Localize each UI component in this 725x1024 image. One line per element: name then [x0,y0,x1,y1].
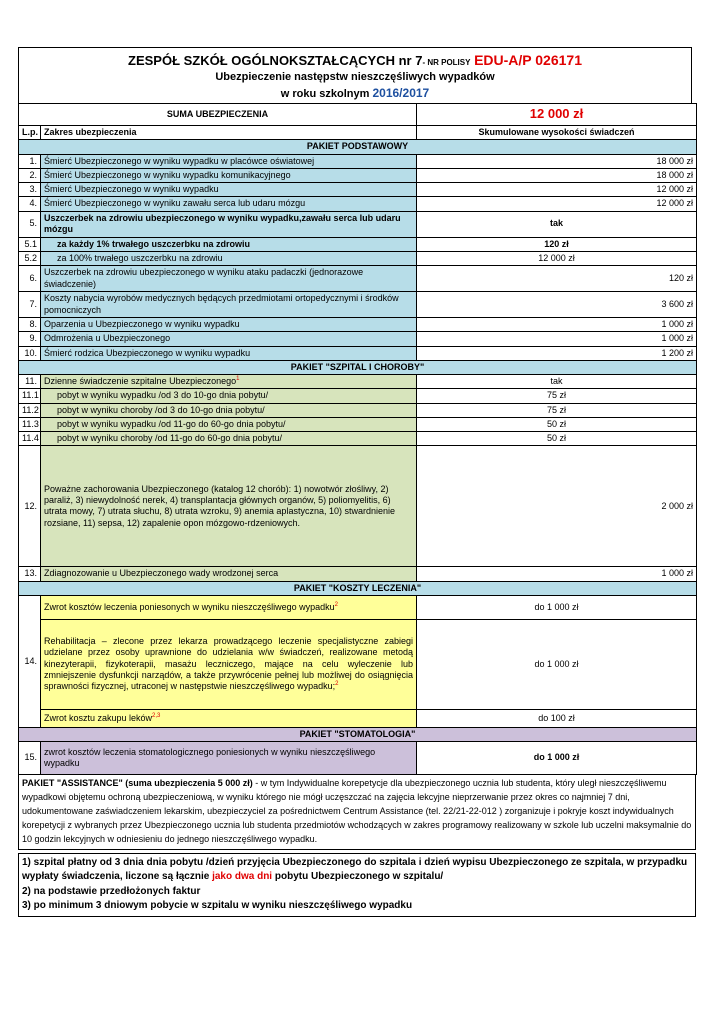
row-lp: 11. [19,375,41,389]
school-name: ZESPÓŁ SZKÓŁ OGÓLNOKSZTAŁCĄCYCH nr 7 [128,53,423,68]
footnotes [18,853,696,917]
document-header [18,47,692,103]
section-dental-label: PAKIET "STOMATOLOGIA" [19,727,697,741]
row-text: Koszty nabycia wyrobów medycznych będących przedmiotami ortopedycznymi i środków pomocniczych [41,292,417,318]
row-amount: 12 000 zł [417,197,697,211]
row-text-value: Rehabilitacja – zlecone przez lekarza prowadzącego leczenie specjalistyczne zabiegi udzielane przez osoby uprawnione do udzielania w/w świadczeń, realizowane metodą kinezyterapii, fizykoterapii, masażu leczniczego, mające na celu wyleczenie lub zmniejszenie dysfunkcji narządów, a także przywrócenie pełnej lub możliwej do osiągnięcia sprawności fizycznej, utraconej w następstwie nieszczęśliwego wypadku; [44,636,414,692]
section-hospital-label: PAKIET "SZPITAL I CHOROBY" [19,360,697,374]
row-amount: tak [417,375,697,389]
row-lp: 8. [19,318,41,332]
table-row [19,183,697,197]
row-text: pobyt w wyniku choroby /od 11-go do 60-go dnia pobytu/ [41,432,417,446]
row-amount: 120 zł [417,237,697,251]
coverage-table [18,103,697,775]
row-text: Oparzenia u Ubezpieczonego w wyniku wypadku [41,318,417,332]
table-row [19,292,697,318]
table-row [19,251,697,265]
row-lp: 1. [19,154,41,168]
subtitle: Ubezpieczenie następstw nieszczęśliwych wypadków [215,71,495,83]
table-row [19,595,697,619]
row-lp: 7. [19,292,41,318]
row-text: Śmierć Ubezpieczonego w wyniku wypadku [41,183,417,197]
row-lp: 12. [19,446,41,567]
section-costs [19,581,697,595]
row-text: pobyt w wyniku wypadku /od 11-go do 60-go dnia pobytu/ [41,417,417,431]
footnote-mark: 2 [334,601,338,608]
footnote-3: 3) po minimum 3 dniowym pobycie w szpitalu w wyniku nieszczęśliwego wypadku [22,900,413,912]
row-text-value: Zwrot kosztów leczenia poniesonych w wyniku nieszczęśliwego wypadku [44,601,335,612]
table-row [19,709,697,727]
sum-label: SUMA UBEZPIECZENIA [19,104,417,126]
row-lp: 15. [19,742,41,775]
table-row [19,432,697,446]
row-amount: do 1 000 zł [417,742,697,775]
row-text: za każdy 1% trwałego uszczerbku na zdrowiu [41,237,417,251]
row-amount: 18 000 zł [417,168,697,182]
row-lp: 11.1 [19,389,41,403]
footnote-2: 2) na podstawie przedłożonych faktur [22,885,201,897]
col-scope: Zakres ubezpieczenia [41,126,417,140]
row-text: Śmierć Ubezpieczonego w wyniku zawału serca lub udaru mózgu [41,197,417,211]
row-amount: 1 000 zł [417,567,697,581]
table-row [19,567,697,581]
school-year-line [19,86,691,100]
footnote-mark: 1 [236,376,240,382]
footnote-1-highlight: jako dwa dni [212,871,273,883]
policy-number: EDU-A/P 026171 [474,52,582,68]
row-text: Odmrożenia u Ubezpieczonego [41,332,417,346]
row-amount: 12 000 zł [417,183,697,197]
school-year-prefix: w roku szkolnym [280,88,370,100]
row-text [41,709,417,727]
table-row [19,237,697,251]
school-year: 2016/2017 [372,86,430,100]
row-amount: 1 000 zł [417,332,697,346]
row-text [41,619,417,709]
table-row [19,619,697,709]
section-basic [19,140,697,154]
row-amount: 75 zł [417,389,697,403]
footnote-1 [22,856,692,885]
row-amount: do 1 000 zł [417,595,697,619]
row-text-value: Dzienne świadczenie szpitalne Ubezpieczonego [44,376,237,386]
row-amount: 2 000 zł [417,446,697,567]
sum-value: 12 000 zł [417,104,697,126]
row-amount: 50 zł [417,417,697,431]
row-text: Zdiagnozowanie u Ubezpieczonego wady wrodzonej serca [41,567,417,581]
footnote-1-end: pobytu Ubezpieczonego w szpitalu/ [272,871,444,883]
row-lp: 11.4 [19,432,41,446]
table-row [19,318,697,332]
assistance-text: - w tym Indywidualne korepetycje dla ubezpieczonego ucznia lub studenta, który uległ nieszczęśliwemu wypadkowi objętemu ochroną ubezpieczeniową, w wyniku którego nie mógł uczęszczać na zajęcia lekcyjne nieprzerwanie przez okres co najmniej 7 dni, udokumentowane zaświadczeniem lekarskim, ubezpieczyciel za pośrednictwem Centrum Assistance (tel. 22/21-22-012 ) zorganizuje i pokryje koszt indywidualnych korepetycji z wybranych przez Ubezpieczonego ucznia lub studenta przedmiotów wchodzących w zakres programowy realizowany w szkole lub uczelni maksymalnie do 10 godzin lekcyjnych w odniesieniu do jednego nieszczęśliwego wypadku. [22,778,692,844]
assistance-package [18,775,696,850]
row-text: Śmierć Ubezpieczonego w wyniku wypadku w placówce oświatowej [41,154,417,168]
column-header-row [19,126,697,140]
row-lp: 9. [19,332,41,346]
row-amount: tak [417,211,697,237]
row-text: Poważne zachorowania Ubezpieczonego (katalog 12 chorób): 1) nowotwór złośliwy, 2) paraliż, 3) niewydolność nerek, 4) transplantacja głównych organów, 5) poliomyelitis, 6) utrata mowy, 7) utrata słuchu, 8) utrata wzroku, 9) anemia aplastyczna, 10) stwardnienie rozsiane, 11) sepsa, 12) zapalenie opon mózgowo-rdzeniowych. [41,446,417,567]
col-lp: L.p. [19,126,41,140]
row-text: za 100% trwałego uszczerbku na zdrowiu [41,251,417,265]
policy-label: - NR POLISY [422,58,471,67]
row-text [41,375,417,389]
row-lp: 4. [19,197,41,211]
row-amount: 1 200 zł [417,346,697,360]
row-amount: 120 zł [417,266,697,292]
row-amount: 1 000 zł [417,318,697,332]
row-text: Uszczerbek na zdrowiu ubezpieczonego w wyniku wypadku,zawału serca lub udaru mózgu [41,211,417,237]
table-row [19,346,697,360]
section-costs-label: PAKIET "KOSZTY LECZENIA" [19,581,697,595]
table-row [19,211,697,237]
col-amount: Skumulowane wysokości świadczeń [417,126,697,140]
row-text: Uszczerbek na zdrowiu ubezpieczonego w wyniku ataku padaczki (jednorazowe świadczenie) [41,266,417,292]
footnote-mark: 2 [335,681,339,688]
row-amount: 18 000 zł [417,154,697,168]
row-text [41,595,417,619]
row-lp: 11.3 [19,417,41,431]
section-hospital [19,360,697,374]
section-dental [19,727,697,741]
row-lp: 2. [19,168,41,182]
table-row [19,266,697,292]
table-row [19,742,697,775]
title-line [19,52,691,68]
row-amount: do 1 000 zł [417,619,697,709]
row-text: Śmierć Ubezpieczonego w wyniku wypadku komunikacyjnego [41,168,417,182]
insurance-document [18,47,696,917]
row-lp: 13. [19,567,41,581]
row-lp: 5.1 [19,237,41,251]
row-lp: 5. [19,211,41,237]
row-amount: do 100 zł [417,709,697,727]
assistance-title: PAKIET "ASSISTANCE" (suma ubezpieczenia 5 000 zł) [22,778,253,788]
table-row [19,332,697,346]
row-lp: 11.2 [19,403,41,417]
row-lp: 3. [19,183,41,197]
row-lp: 6. [19,266,41,292]
table-row [19,389,697,403]
row-text: Śmierć rodzica Ubezpieczonego w wyniku wypadku [41,346,417,360]
row-text-value: Zwrot kosztu zakupu leków [44,712,153,723]
row-text: pobyt w wyniku choroby /od 3 do 10-go dnia pobytu/ [41,403,417,417]
footnote-1-text: 1) szpital płatny od 3 dnia dnia pobytu /dzień przyjęcia Ubezpieczonego do szpitala i dzień wypisu Ubezpieczonego ze szpitala, w przypadku wypłaty świadczenia, liczone są łącznie [22,856,688,883]
table-row [19,446,697,567]
table-row [19,403,697,417]
table-row [19,417,697,431]
table-row [19,197,697,211]
row-text: zwrot kosztów leczenia stomatologicznego poniesionych w wyniku nieszczęśliwego wypadku [41,742,417,775]
section-basic-label: PAKIET PODSTAWOWY [19,140,697,154]
row-text: pobyt w wyniku wypadku /od 3 do 10-go dnia pobytu/ [41,389,417,403]
footnote-mark: 2,3 [152,712,161,719]
row-lp: 5.2 [19,251,41,265]
row-lp: 14. [19,595,41,727]
row-lp: 10. [19,346,41,360]
row-amount: 3 600 zł [417,292,697,318]
table-row [19,154,697,168]
sum-row [19,104,697,126]
row-amount: 12 000 zł [417,251,697,265]
row-amount: 75 zł [417,403,697,417]
table-row [19,168,697,182]
table-row [19,375,697,389]
row-amount: 50 zł [417,432,697,446]
